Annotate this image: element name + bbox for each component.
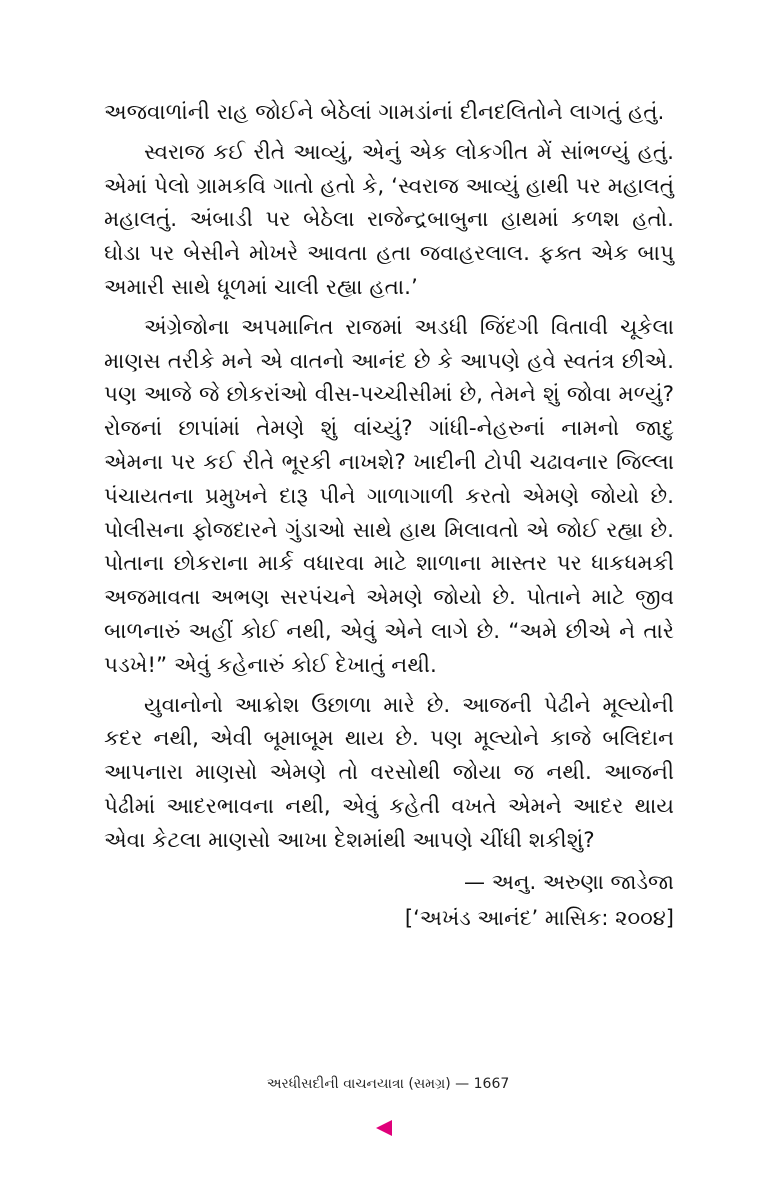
paragraph-1: અજવાળાંની રાહ જોઈને બેઠેલાં ગામડાંનાં દીનદલિતોને લાગતું હતું. [104,100,665,125]
paragraph-3: અંગ્રેજોના અપમાનિત રાજમાં અડધી જિંદગી વિતાવી ચૂકેલા માણસ તરીકે મને એ વાતનો આનંદ છે કે આપણે હવે સ્વતંત્ર છીએ. પણ આજે જે છોકરાંઓ વીસ-પચ્ચીસીમાં છે, તેમને શું જોવા મળ્યું? રોજનાં છાપાંમાં તેમણે શું વાંચ્યું? ગાંધી-નેહરુનાં નામનો જાદુ એમના પર કઈ રીતે ભૂરકી નાખશે? ખાદીની ટોપી ચઢાવનાર જિલ્લા પંચાયતના પ્રમુખને દારૂ પીને ગાળાગાળી કરતો એમણે જોયો છે. પોલીસના ફોજદારને ગુંડાઓ સાથે હાથ મિલાવતો એ જોઈ રહ્યા છે. પોતાના છોકરાના માર્ક વધારવા માટે શાળાના માસ્તર પર ધાકધમકી અજમાવતા અભણ સરપંચને એમણે જોયો છે. પોતાને માટે જીવ બાળનારું અહીં કોઈ નથી, એવું એને લાગે છે. “અમે છીએ ને તારે પડખે!” એવું કહેનારું કોઈ દેખાતું નથી. [104,314,674,678]
paragraph-2: સ્વરાજ કઈ રીતે આવ્યું, એનું એક લોકગીત મેં સાંભળ્યું હતું. એમાં પેલો ગ્રામકવિ ગાતો હતો કે, ‘સ્વરાજ આવ્યું હાથી પર મહાલતું મહાલતું. અંબાડી પર બેઠેલા રાજેન્દ્રબાબુના હાથમાં કળશ હતો. ઘોડા પર બેસીને મોખરે આવતા હતા જવાહરલાલ. ફક્ત એક બાપુ અમારી સાથે ધૂળમાં ચાલી રહ્યા હતા.’ [104,139,674,300]
page-body [104,96,674,936]
page-footer: અરધીસદીની વાચનયાત્રા (સમગ્ર) — 1667 [266,1076,510,1092]
source-citation: [‘અખંડ આનંદ’ માસિક: ૨૦૦૪] [404,905,674,930]
previous-page-arrow-icon[interactable] [376,1120,392,1136]
translator-credit: — અનુ. અરુણા જાડેજા [464,869,674,894]
paragraph-4: યુવાનોનો આક્રોશ ઉછાળા મારે છે. આજની પેઢીને મૂલ્યોની કદર નથી, એવી બૂમાબૂમ થાય છે. પણ મૂલ્યોને કાજે બલિદાન આપનારા માણસો એમણે તો વરસોથી જોયા જ નથી. આજની પેઢીમાં આદરભાવના નથી, એવું કહેતી વખતે એમને આદર થાય એવા કેટલા માણસો આખા દેશમાંથી આપણે ચીંધી શકીશું? [104,692,674,853]
